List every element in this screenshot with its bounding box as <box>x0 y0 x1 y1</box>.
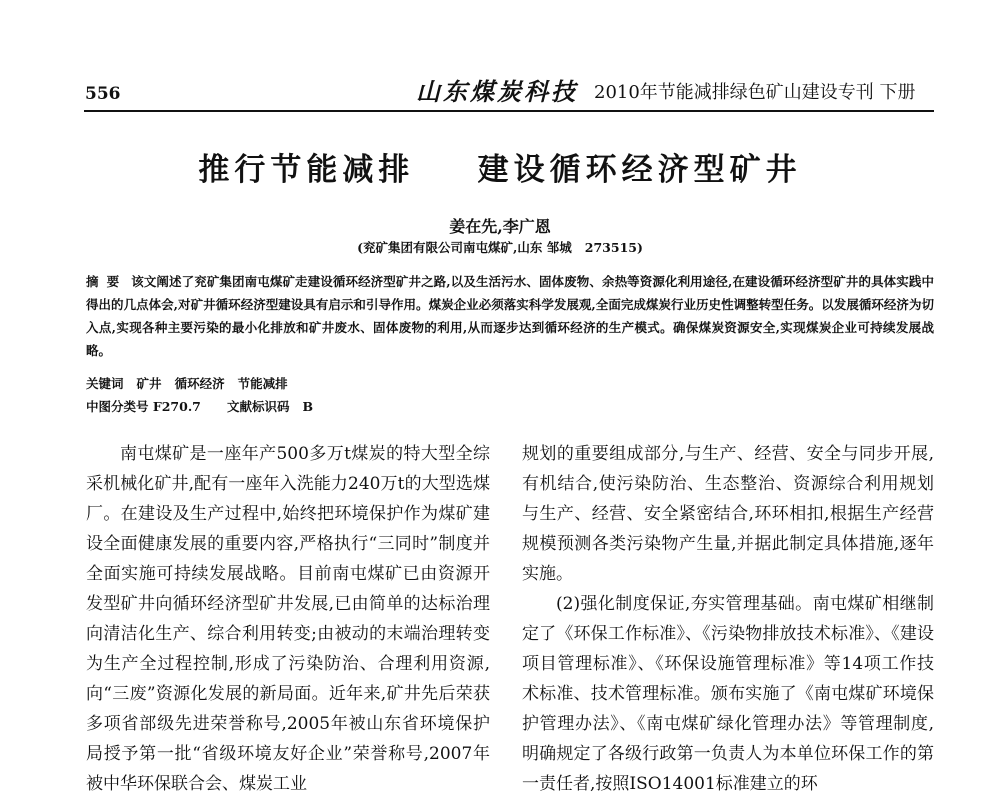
classification: 中图分类号 F270.7 文献标识码 B <box>86 399 314 414</box>
abstract-label: 摘要 <box>86 274 128 289</box>
body-left-column <box>86 439 490 799</box>
article-authors: 姜在先,李广恩 <box>449 217 551 236</box>
body-paragraph: 南屯煤矿是一座年产500多万t煤炭的特大型全综采机械化矿井,配有一座年入洗能力240万t的大型选煤厂。在建设及生产过程中,始终把环境保护作为煤矿建设全面健康发展的重要内容,严格执行“三同时”制度并全面实施可持续发展战略。目前南屯煤矿已由资源开发型矿井向循环经济型矿井发展,已由简单的达标治理向清洁化生产、综合利用转变;由被动的末端治理转变为生产全过程控制,形成了污染防治、合理利用资源,向“三废”资源化发展的新局面。近年来,矿井先后荣获多项省部级先进荣誉称号,2005年被山东省环境保护局授予第一批“省级环境友好企业”荣誉称号,2007年被中华环保联合会、煤炭工业 <box>86 444 490 794</box>
issue-title: 2010年节能减排绿色矿山建设专刊 下册 <box>594 82 916 103</box>
journal-logo: 山东煤炭科技 <box>416 77 578 106</box>
body-paragraph: 规划的重要组成部分,与生产、经营、安全与同步开展,有机结合,使污染防治、生态整治、资源综合利用规划与生产、经营、安全紧密结合,环环相扣,根据生产经营规模预测各类污染物产生量,并据此制定具体措施,逐年实施。 <box>522 444 934 584</box>
body-right-column <box>522 439 934 799</box>
article-title: 推行节能减排 建设循环经济型矿井 <box>198 152 802 188</box>
header-rule <box>84 110 934 112</box>
keywords: 关键词 矿井 循环经济 节能减排 <box>86 376 288 391</box>
abstract <box>86 270 934 362</box>
abstract-text: 该文阐述了兖矿集团南屯煤矿走建设循环经济型矿井之路,以及生活污水、固体废物、余热等资源化利用途径,在建设循环经济型矿井的具体实践中得出的几点体会,对矿井循环经济型建设具有启示和引导作用。煤炭企业必须落实科学发展观,全面完成煤炭行业历史性调整转型任务。以发展循环经济为切入点,实现各种主要污染的最小化排放和矿井废水、固体废物的利用,从而逐步达到循环经济的生产模式。确保煤炭资源安全,实现煤炭企业可持续发展战略。 <box>86 274 934 358</box>
page-number: 556 <box>85 84 121 104</box>
body-paragraph: (2)强化制度保证,夯实管理基础。南屯煤矿相继制定了《环保工作标准》、《污染物排放技术标准》、《建设项目管理标准》、《环保设施管理标准》等14项工作技术标准、技术管理标准。颁布实施了《南屯煤矿环境保护管理办法》、《南屯煤矿绿化管理办法》等管理制度,明确规定了各级行政第一负责人为本单位环保工作的第一责任者,按照ISO14001标准建立的环 <box>522 594 934 794</box>
article-affiliation: (兖矿集团有限公司南屯煤矿,山东 邹城 273515) <box>357 240 643 255</box>
